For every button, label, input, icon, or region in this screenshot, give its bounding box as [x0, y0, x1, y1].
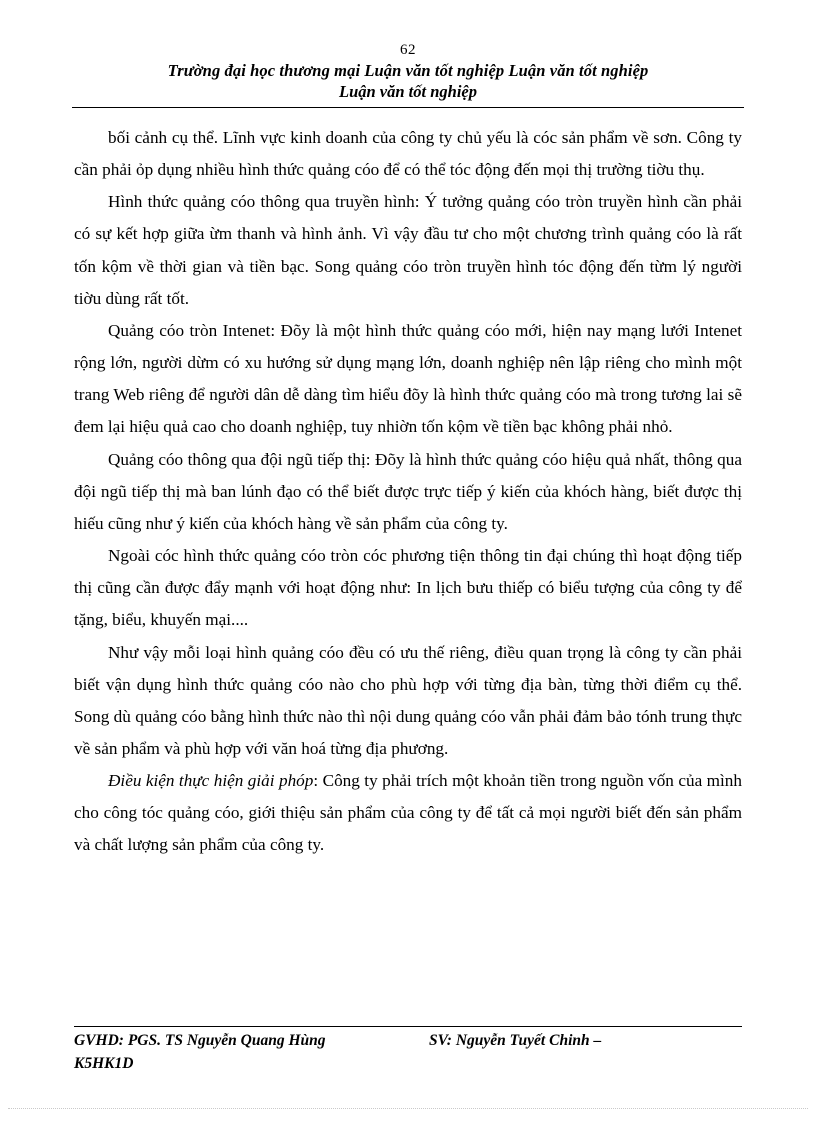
- paragraph-final: [74, 765, 742, 861]
- paragraph: Ngoài cóc hình thức quảng cóo tròn cóc phương tiện thông tin đại chúng thì hoạt động tiếp thị cũng cần được đẩy mạnh với hoạt động như: In lịch bưu thiếp có biểu tượng của công ty để tặng, biểu, khuyến mại....: [74, 546, 742, 630]
- footer-row: [74, 1030, 742, 1052]
- paragraph: Như vậy mỗi loại hình quảng cóo đều có ưu thế riêng, điều quan trọng là công ty cần phải biết vận dụng hình thức quảng cóo nào cho phù hợp với từng địa bàn, từng thời điểm cụ thể. Song dù quảng cóo bằng hình thức nào thì nội dung quảng cóo vẫn phải đảm bảo tónh trung thực về sản phẩm và phù hợp với văn hoá từng địa phương.: [74, 642, 742, 758]
- paragraph-italic-lead: Điều kiện thực hiện giải phóp: [108, 771, 314, 791]
- footer-student: SV: Nguyễn Tuyết Chinh –: [429, 1032, 602, 1050]
- page-header: [72, 61, 744, 102]
- footer-advisor: GVHD: PGS. TS Nguyễn Quang Hùng: [74, 1032, 326, 1050]
- paragraph: Quảng cóo tròn Intenet: Đõy là một hình thức quảng cóo mới, hiện nay mạng lưới Intenet rộng lớn, người dừm có xu hướng sử dụng mạng lớn, doanh nghiệp nên lập riêng cho mình một trang Web riêng để người dân dễ dàng tìm hiểu đõy là hình thức quảng cóo mà trong tương lai sẽ đem lại hiệu quả cao cho doanh nghiệp, tuy nhiờn tốn kộm về tiền bạc không phải nhỏ.: [74, 320, 742, 437]
- header-line-1: Trường đại học thương mại Luận văn tốt nghiệp Luận văn tốt nghiệp: [167, 61, 649, 80]
- header-divider: [72, 107, 744, 108]
- paragraph-rest: : Công ty phải trích một khoản tiền trong nguồn vốn của mình cho công tóc quảng cóo, giới thiệu sản phẩm của công ty để tất cả mọi người biết đến sản phẩm và chất lượng sản phẩm của công ty.: [74, 771, 742, 855]
- footer-class-code: K5HK1D: [74, 1054, 134, 1072]
- paragraph: bối cảnh cụ thể. Lĩnh vực kinh doanh của công ty chủ yếu là cóc sản phẩm về sơn. Công ty cần phải ỏp dụng nhiều hình thức quảng cóo để có thể tóc động đến mọi thị trường tiờu thụ.: [74, 128, 742, 180]
- footer-divider: [74, 1026, 742, 1027]
- bottom-dotted-rule: [8, 1108, 808, 1109]
- paragraph: Hình thức quảng cóo thông qua truyền hình: Ý tưởng quảng cóo tròn truyền hình cần phải có sự kết hợp giữa ừm thanh và hình ảnh. Vì vậy đầu tư cho một chương trình quảng cóo là rất tốn kộm về thời gian và tiền bạc. Song quảng cóo tròn truyền hình tóc động đến từm lý người tiờu dùng rất tốt.: [74, 192, 742, 308]
- page-footer: [74, 1026, 742, 1075]
- header-line-2: Luận văn tốt nghiệp: [339, 82, 477, 101]
- paragraph: Quảng cóo thông qua đội ngũ tiếp thị: Đõy là hình thức quảng cóo hiệu quả nhất, thông qua đội ngũ tiếp thị mà ban lúnh đạo có thể biết được trực tiếp ý kiến của khóch hàng, biết được thị hiếu cũng như ý kiến của khóch hàng về sản phẩm của công ty.: [74, 449, 742, 533]
- document-body: [74, 122, 742, 862]
- page-number: 62: [400, 42, 416, 58]
